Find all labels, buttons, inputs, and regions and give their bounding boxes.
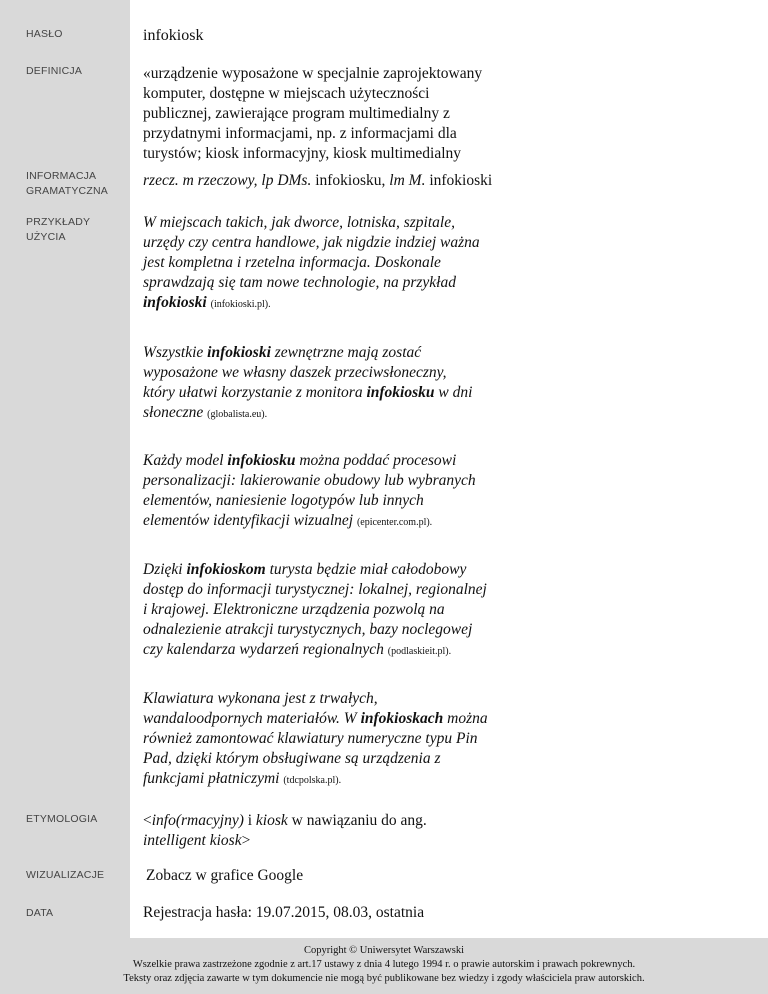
headword: infokiosk xyxy=(143,27,204,44)
example-text: Każdy model xyxy=(143,452,228,469)
example-keyword: infokioskach xyxy=(360,710,444,727)
etymology-text xyxy=(143,811,488,851)
label-definicja: DEFINICJA xyxy=(26,65,83,77)
etymology-part-italic: intelligent kiosk xyxy=(143,832,242,849)
example-text: W miejscach takich, jak dworce, lotniska, szpitale, urzędy czy centra handlowe, jak nigdzie indziej ważna jest kompletna i rzetelna informacja. Doskonale sprawdzają się tam nowe technologie, na przykład xyxy=(143,214,480,291)
etymology-part-italic: info(rmacyjny) xyxy=(151,812,244,829)
usage-example xyxy=(143,560,488,662)
etymology-part: i xyxy=(243,812,256,829)
example-keyword: infokioskom xyxy=(186,561,266,578)
grammar-part: infokioski xyxy=(425,172,493,189)
label-gramatyka: INFORMACJA GRAMATYCZNA xyxy=(26,170,108,197)
grammar-part: infokiosku, xyxy=(311,172,390,189)
example-text: zewnętrzne mają zostać wyposażone we własny daszek przeciwsłoneczny, który ułatwi korzystanie z monitora xyxy=(143,344,447,401)
registration-date: Rejestracja hasła: 19.07.2015, 08.03, ostatnia xyxy=(143,904,425,921)
example-text: można również zamontować klawiatury numeryczne typu Pin Pad, dzięki którym obsługiwane są urządzenia z funkcjami płatniczymi xyxy=(143,710,488,787)
label-wizualizacje: WIZUALIZACJE xyxy=(26,869,105,881)
label-data: DATA xyxy=(26,907,54,919)
label-przyklady: PRZYKŁADY UŻYCIA xyxy=(26,216,91,243)
copyright-footer xyxy=(0,938,768,994)
example-source: (globalista.eu). xyxy=(207,409,268,420)
etymology-part: > xyxy=(241,832,251,849)
example-source: (infokioski.pl). xyxy=(210,299,271,310)
example-text: Wszystkie xyxy=(143,344,208,361)
example-source: (podlaskieit.pl). xyxy=(387,646,452,657)
google-images-link[interactable]: Zobacz w grafice Google xyxy=(146,867,304,884)
example-text: Klawiatura wykonana jest z trwałych, wandaloodpornych materiałów. W xyxy=(143,690,378,727)
definition-text: «urządzenie wyposażone w specjalnie zaprojektowany komputer, dostępne w miejscach użyteczności publicznej, zawierające program multimedialny z przydatnymi informacjami, np. z informacjami dla turystów; kiosk informacyjny, kiosk multimedialny xyxy=(143,65,483,162)
usage-example xyxy=(143,213,481,315)
etymology-part: w nawiązaniu do ang. xyxy=(287,812,427,829)
label-sidebar xyxy=(0,0,130,938)
example-source: (tdcpolska.pl). xyxy=(283,775,342,786)
example-keyword: infokioski xyxy=(143,294,207,311)
example-keyword: infokiosku xyxy=(227,452,296,469)
example-text: turysta będzie miał całodobowy dostęp do informacji turystycznej: lokalnej, regionalnej i krajowej. Elektroniczne urządzenia pozwolą na odnalezienie atrakcji turystycznych, bazy noclegowej czy kalendarza wydarzeń regionalnych xyxy=(143,561,487,658)
etymology-part: < xyxy=(143,812,152,829)
etymology-part-italic: kiosk xyxy=(255,812,288,829)
usage-example xyxy=(143,689,488,791)
example-keyword: infokioski xyxy=(207,344,271,361)
label-haslo: HASŁO xyxy=(26,28,63,40)
example-keyword: infokiosku xyxy=(366,384,435,401)
footer-rights: Wszelkie prawa zastrzeżone zgodnie z art.17 ustawy z dnia 4 lutego 1994 r. o prawie autorskim i prawach pokrewnych. xyxy=(132,959,636,970)
usage-example xyxy=(143,451,488,533)
example-text: Dzięki xyxy=(143,561,187,578)
grammar-part-italic: lm M. xyxy=(389,172,426,189)
label-etymologia: ETYMOLOGIA xyxy=(26,813,98,825)
example-source: (epicenter.com.pl). xyxy=(356,517,433,528)
example-text: można poddać procesowi personalizacji: lakierowanie obudowy lub wybranych elementów, naniesienie logotypów lub innych elementów identyfikacji wizualnej xyxy=(143,452,476,529)
usage-example xyxy=(143,343,481,425)
example-text: w dni słoneczne xyxy=(143,384,473,421)
footer-copyright: Copyright © Uniwersytet Warszawski xyxy=(303,945,465,956)
grammar-part-italic: rzecz. m rzeczowy, lp DMs. xyxy=(143,172,312,189)
grammar-info xyxy=(143,171,523,191)
footer-notice: Teksty oraz zdjęcia zawarte w tym dokumencie nie mogą być publikowane bez wiedzy i zgody właściciela praw autorskich. xyxy=(123,973,645,984)
